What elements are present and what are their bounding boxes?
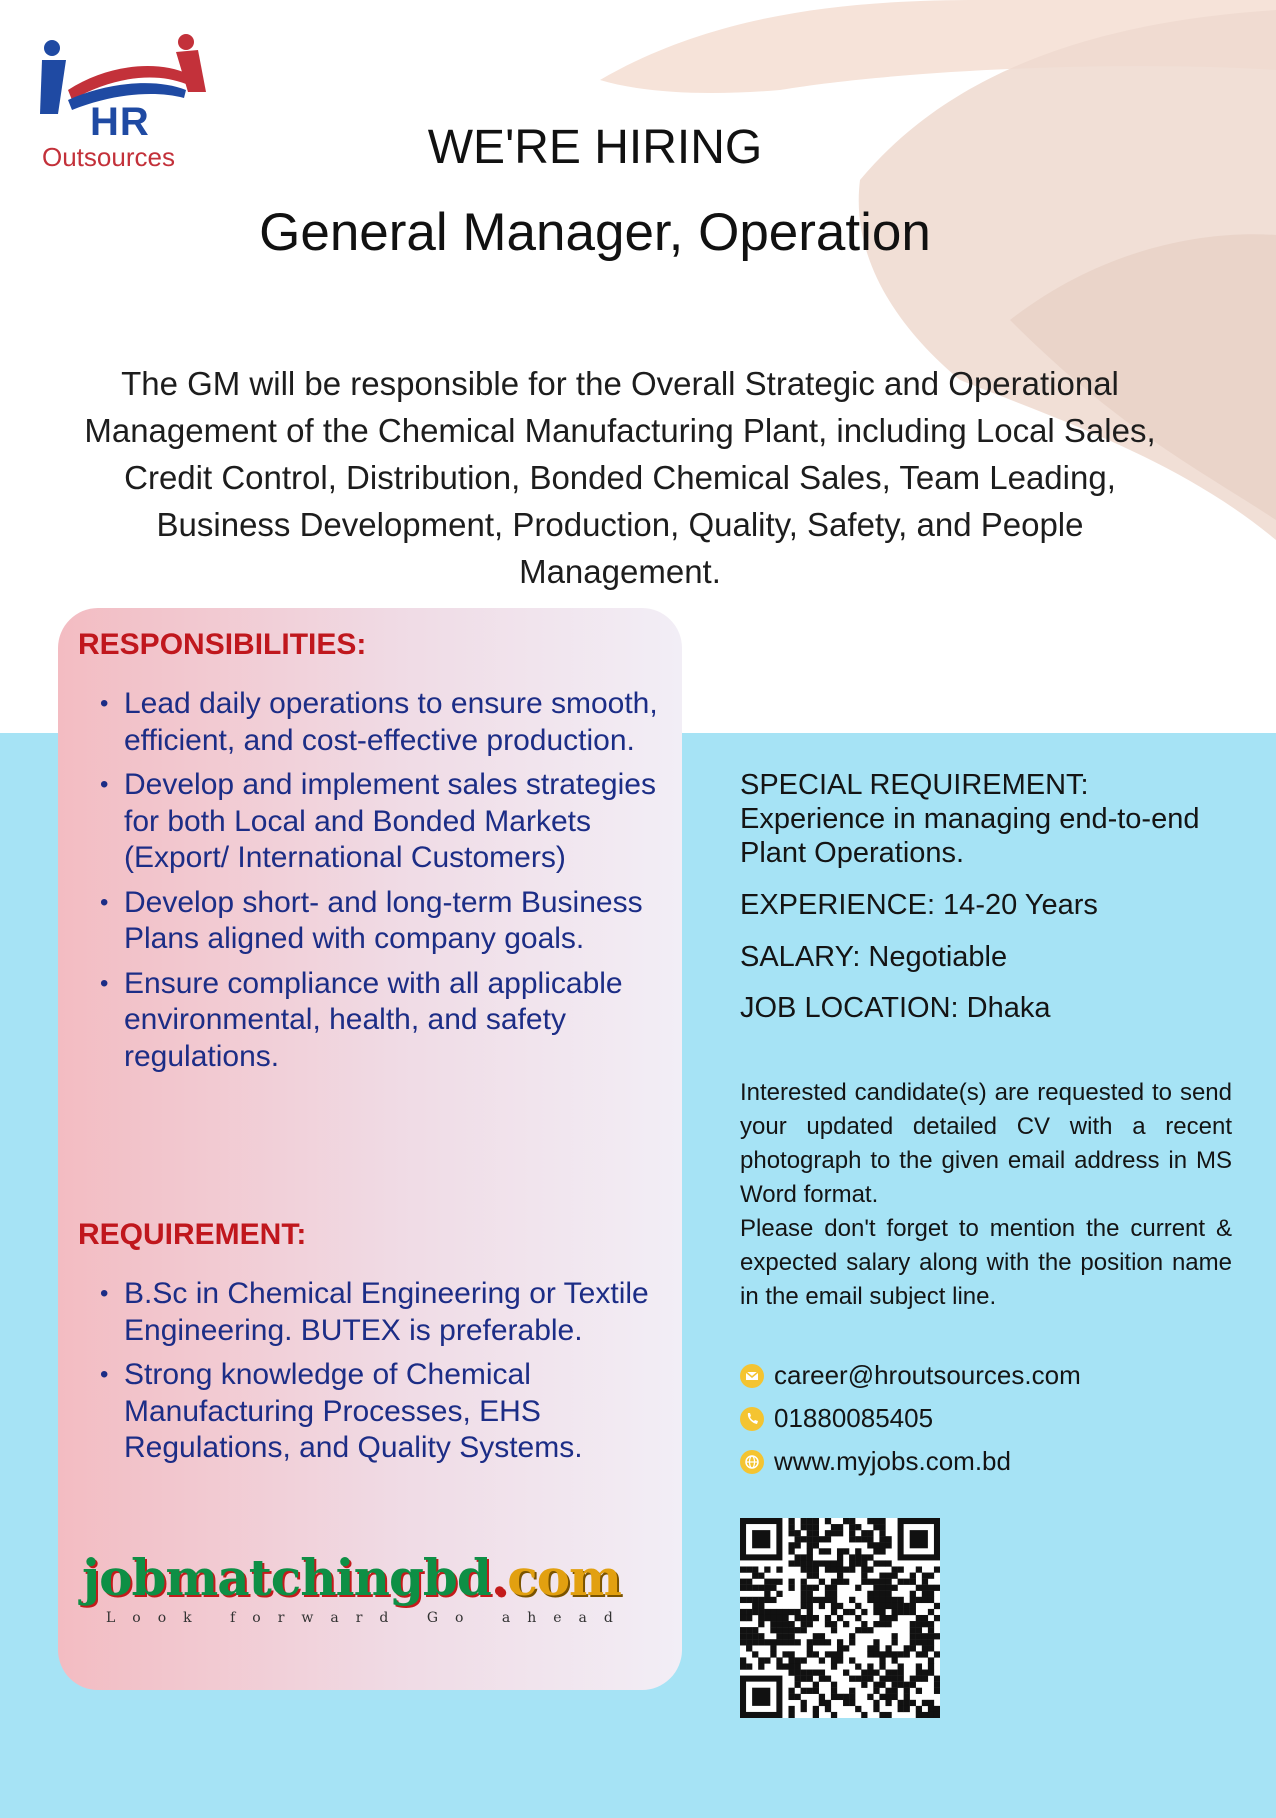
requirement-list	[100, 1276, 670, 1475]
list-item: • Ensure compliance with all applicable environmental, health, and safety regulations.	[100, 966, 670, 1076]
brand-tld: com	[507, 1548, 621, 1607]
responsibilities-heading: RESPONSIBILITIES:	[78, 628, 367, 661]
email-icon	[740, 1364, 764, 1388]
hiring-heading: WE'RE HIRING	[427, 121, 763, 174]
list-item: • Develop short- and long-term Business Plans aligned with company goals.	[100, 885, 670, 958]
jobmatchingbd-logo	[82, 1548, 621, 1607]
experience: EXPERIENCE: 14-20 Years	[740, 889, 1098, 921]
position-title: General Manager, Operation	[259, 203, 931, 262]
contact-website[interactable]	[740, 1446, 1011, 1477]
logo-subtitle: Outsources	[42, 142, 175, 172]
brand-tagline: Look forward Go ahead	[106, 1610, 630, 1626]
salary: SALARY: Negotiable	[740, 941, 1008, 973]
brand-name: jobmatchingbd	[82, 1548, 491, 1607]
application-note-2: Please don't forget to mention the current & expected salary along with the position name in the email subject line.	[740, 1215, 1232, 1310]
qr-code[interactable]	[740, 1518, 940, 1718]
role-summary: The GM will be responsible for the Overall Strategic and Operational Management of the Chemical Manufacturing Plant, including Local Sales, Credit Control, Distribution, Bonded Chemical Sales, Team Leading, Business Development, Production, Quality, Safety, and People Management.	[84, 365, 1156, 590]
globe-icon	[740, 1450, 764, 1474]
phone-icon	[740, 1407, 764, 1431]
brand-dot: .	[490, 1548, 508, 1607]
application-note-1: Interested candidate(s) are requested to send your updated detailed CV with a recent photograph to the given email address in MS Word format.	[740, 1079, 1232, 1208]
job-location: JOB LOCATION: Dhaka	[740, 992, 1051, 1024]
list-item: • Lead daily operations to ensure smooth, efficient, and cost-effective production.	[100, 686, 670, 759]
list-item: • B.Sc in Chemical Engineering or Textile Engineering. BUTEX is preferable.	[100, 1276, 670, 1349]
responsibilities-card	[58, 608, 682, 1690]
application-note	[740, 1076, 1232, 1314]
email-text[interactable]: career@hroutsources.com	[774, 1360, 1081, 1390]
contact-email[interactable]	[740, 1360, 1081, 1391]
list-item: • Strong knowledge of Chemical Manufacturing Processes, EHS Regulations, and Quality Systems.	[100, 1357, 670, 1467]
list-item: • Develop and implement sales strategies for both Local and Bonded Markets (Export/ International Customers)	[100, 767, 670, 877]
requirement-heading: REQUIREMENT:	[78, 1218, 307, 1251]
responsibilities-list	[100, 686, 670, 1083]
phone-text[interactable]: 01880085405	[774, 1403, 934, 1433]
logo-hr-mark: HR	[90, 100, 150, 144]
website-text[interactable]: www.myjobs.com.bd	[774, 1446, 1011, 1476]
special-requirement: SPECIAL REQUIREMENT: Experience in managing end-to-end Plant Operations.	[740, 769, 1200, 869]
contact-phone[interactable]	[740, 1403, 933, 1434]
